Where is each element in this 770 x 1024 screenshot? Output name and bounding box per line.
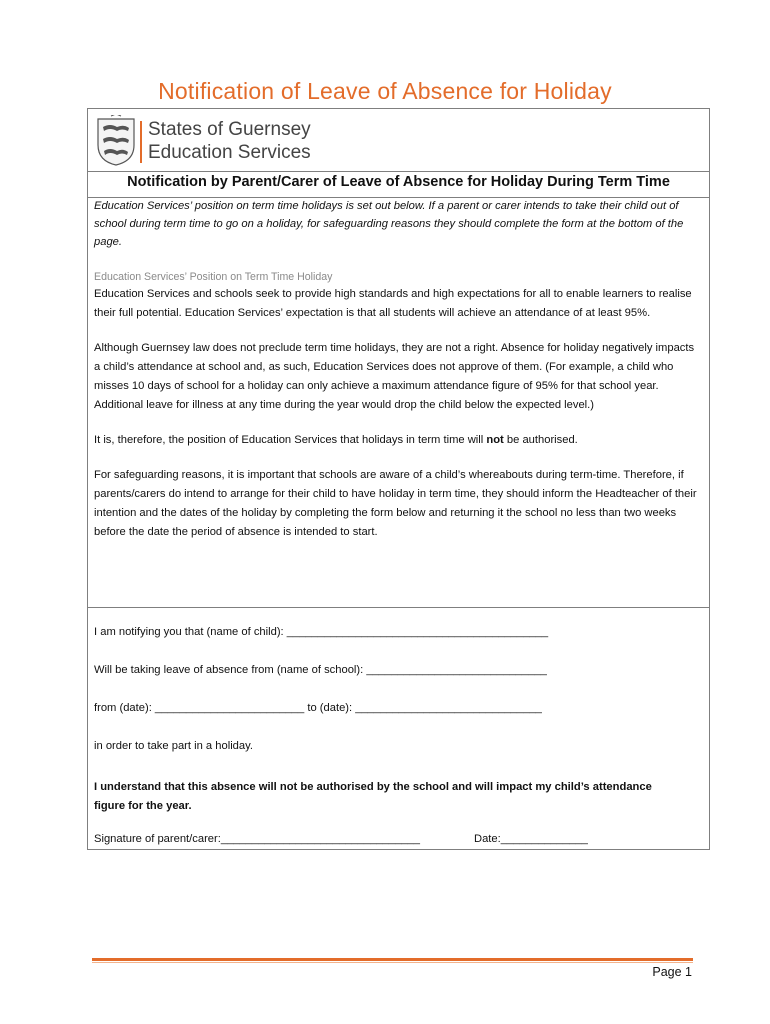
position-text-start: It is, therefore, the position of Education Services that holidays in term time will (94, 434, 487, 446)
paragraph-expectation: Education Services and schools seek to provide high standards and high expectations for all to enable learners to realise their full potential. Education Services’ expectation is that all students will achieve an attendance of at least 95%. (94, 288, 692, 319)
logo-org-name: States of Guernsey (148, 119, 311, 140)
date-field[interactable]: Date:______________ (474, 833, 588, 845)
school-name-field[interactable]: Will be taking leave of absence from (name of school): _____________________________ (94, 664, 547, 676)
paragraph-safeguarding: For safeguarding reasons, it is important that schools are aware of a child’s whereabouts during term-time. Therefore, if parents/carers do intend to arrange for their child to have holiday in term time, they should inform the Headteacher of their intention and the dates of the holiday by completing the form below and returning it the school no less than two weeks before the date the period of absence is intended to start. (94, 469, 697, 538)
heading-row (88, 171, 709, 198)
form-divider (88, 607, 709, 608)
child-name-field[interactable]: I am notifying you that (name of child): __________________________________________ (94, 626, 549, 638)
footer-rule-thin (92, 962, 693, 963)
footer-rule (92, 958, 693, 961)
position-emphasis: not (486, 434, 504, 446)
document-title: Notification of Leave of Absence for Holiday (158, 78, 612, 104)
policy-content (94, 197, 699, 542)
form-heading: Notification by Parent/Carer of Leave of Absence for Holiday During Term Time (127, 174, 670, 190)
dates-field[interactable]: from (date): ________________________ to (date): ______________________________ (94, 702, 542, 714)
paragraph-position (94, 431, 699, 450)
logo-header (88, 109, 709, 172)
section-subheading: Education Services’ Position on Term Time Holiday (94, 271, 333, 283)
logo-divider (140, 121, 142, 163)
crest-icon (95, 115, 137, 167)
paragraph-law: Although Guernsey law does not preclude term time holidays, they are not a right. Absence for holiday negatively impacts a child’s attendance at school and, as such, Education Services does not approve of them. (For example, a child who misses 10 days of school for a holiday can only achieve a maximum attendance figure of 95% for that school year. Additional leave for illness at any time during the year would drop the child below the expected level.) (94, 342, 695, 411)
form-box (87, 108, 710, 850)
purpose-text: in order to take part in a holiday. (94, 740, 253, 752)
declaration-text: I understand that this absence will not be authorised by the school and will impact my child’s attendance figure for the year. (94, 781, 652, 812)
signature-field[interactable]: Signature of parent/carer:________________________________ (94, 833, 420, 845)
position-text-end: be authorised. (503, 434, 578, 446)
page-number: Page 1 (652, 965, 692, 979)
intro-text: Education Services’ position on term time holidays is set out below. If a parent or carer intends to take their child out of school during term time to go on a holiday, for safeguarding reasons they should complete the form at the bottom of the page. (94, 200, 684, 248)
logo-dept-name: Education Services (148, 142, 311, 163)
